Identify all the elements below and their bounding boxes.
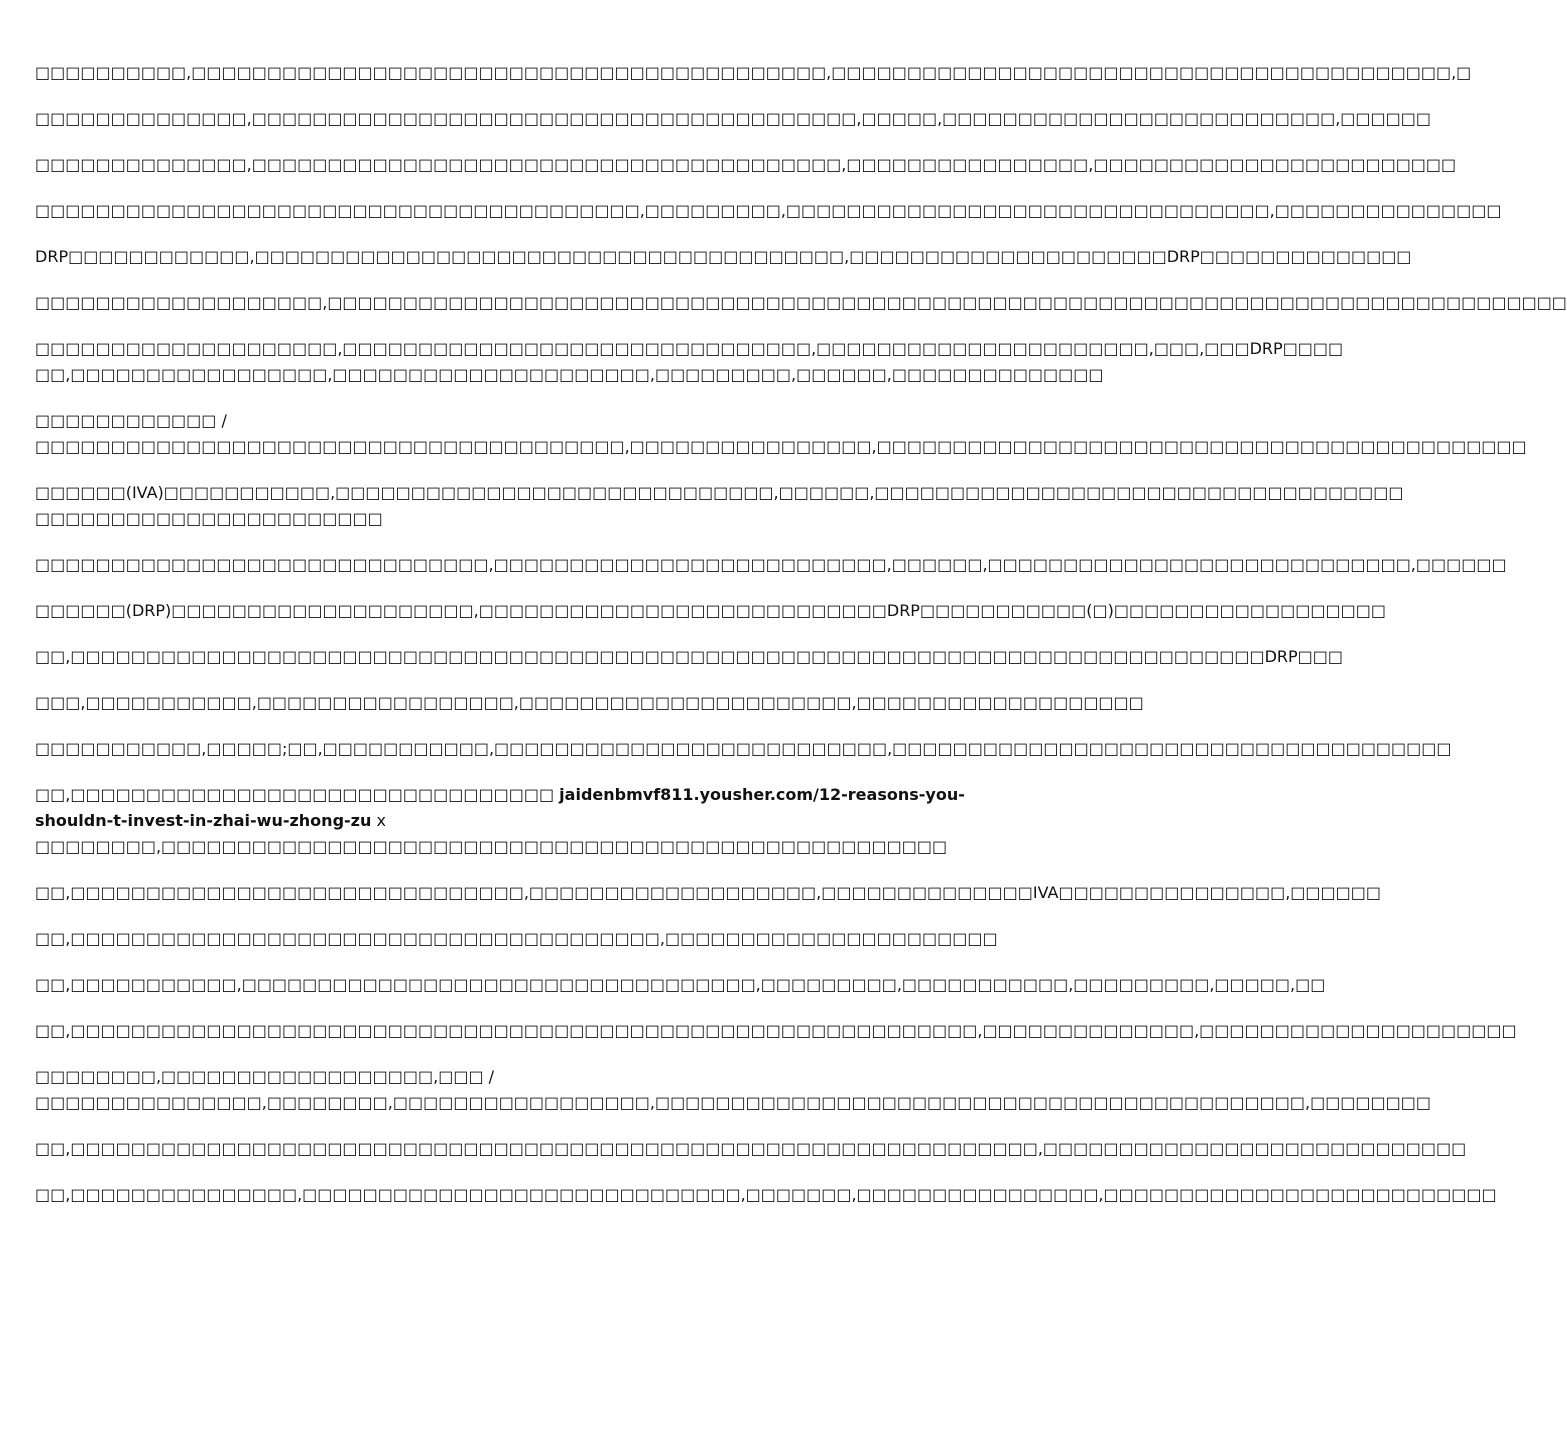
paragraph: □□□□□□(DRP)□□□□□□□□□□□□□□□□□□□□,□□□□□□□□□□□□□□□□□□□□□□□□□□□DRP□□□□□□□□□□□(□)□□□□□□□□□□□□□□□□□□ [35, 601, 1386, 620]
paragraph: □□□□□□□□□□□□ / □□□□□□□□□□□□□□□□□□□□□□□□□□□□□□□□□□□□□□□,□□□□□□□□□□□□□□□□,□□□□□□□□□□□□□□□□□□□□□□□□□□□□□□□□□□□□□□□□□□□ [35, 411, 1527, 456]
paragraph: □□□□□□□□□□□□□□□□□□□,□□□□□□□□□□□□□□□□□□□□□□□□□□□□□□□□□□□□□□□□□□□□□□□□□□□□□□□□□□□□□□□□□□□□□□□□□□□□□□□□□□ [35, 293, 1567, 312]
paragraph: □□,□□□□□□□□□□□□□□□□□□□□□□□□□□□□□□□□□□□□□□□,□□□□□□□□□□□□□□□□□□□□□□ [35, 929, 998, 948]
article-link[interactable]: jaidenbmvf811.yousher.com/12-reasons-you-shouldn-t-invest-in-zhai-wu-zhong-zu [35, 785, 965, 830]
paragraph: □□,□□□□□□□□□□□□□□□,□□□□□□□□□□□□□□□□□□□□□□□□□□□□□,□□□□□□□,□□□□□□□□□□□□□□□□,□□□□□□□□□□□□□□□□□□□□□□□□□□ [35, 1185, 1497, 1204]
paragraph: □□□□□□□□,□□□□□□□□□□□□□□□□□□,□□□ / □□□□□□□□□□□□□□□,□□□□□□□□,□□□□□□□□□□□□□□□□□,□□□□□□□□□□□□□□□□□□□□□□□□□□□□□□□□□□□□□□□□□□□,□□□□□□□□ [35, 1067, 1432, 1112]
paragraph: □□,□□□□□□□□□□□,□□□□□□□□□□□□□□□□□□□□□□□□□□□□□□□□□□,□□□□□□□□□,□□□□□□□□□□□,□□□□□□□□□,□□□□□,□□ [35, 975, 1326, 994]
paragraph-with-link: □□,□□□□□□□□□□□□□□□□□□□□□□□□□□□□□□□□ jaidenbmvf811.yousher.com/12-reasons-you-shouldn-t-invest-in-zhai-wu-zhong-zu x □□□□□□□□,□□□□□□□□□□□□□□□□□□□□□□□□□□□□□□□□□□□□□□□□□□□□□□□□□□□□ [35, 785, 965, 856]
paragraph: DRP□□□□□□□□□□□□,□□□□□□□□□□□□□□□□□□□□□□□□□□□□□□□□□□□□□□□,□□□□□□□□□□□□□□□□□□□□□DRP□□□□□□□□□□□□□□ [35, 247, 1412, 266]
paragraph: □□□,□□□□□□□□□□□,□□□□□□□□□□□□□□□□□,□□□□□□□□□□□□□□□□□□□□□□,□□□□□□□□□□□□□□□□□□□ [35, 693, 1144, 712]
paragraph: □□,□□□□□□□□□□□□□□□□□□□□□□□□□□□□□□,□□□□□□□□□□□□□□□□□□□,□□□□□□□□□□□□□□IVA□□□□□□□□□□□□□□□,□□□□□□ [35, 883, 1382, 902]
paragraph: □□□□□□□□□□□□□□,□□□□□□□□□□□□□□□□□□□□□□□□□□□□□□□□□□□□□□□□,□□□□□,□□□□□□□□□□□□□□□□□□□□□□□□□□,□□□□□□ [35, 109, 1432, 128]
document-body [35, 60, 1567, 1228]
paragraph: □□□□□□□□□□,□□□□□□□□□□□□□□□□□□□□□□□□□□□□□□□□□□□□□□□□□□,□□□□□□□□□□□□□□□□□□□□□□□□□□□□□□□□□□□□□□□□□,□ [35, 63, 1472, 82]
paragraph: □□□□□□(IVA)□□□□□□□□□□□,□□□□□□□□□□□□□□□□□□□□□□□□□□□□□,□□□□□□,□□□□□□□□□□□□□□□□□□□□□□□□□□□□□□□□□□□ □□□□□□□□□□□□□□□□□□□□□□□ [35, 483, 1404, 528]
paragraph: □□□□□□□□□□□□□□,□□□□□□□□□□□□□□□□□□□□□□□□□□□□□□□□□□□□□□□,□□□□□□□□□□□□□□□□,□□□□□□□□□□□□□□□□□□□□□□□□ [35, 155, 1457, 174]
paragraph: □□□□□□□□□□□,□□□□□;□□,□□□□□□□□□□□,□□□□□□□□□□□□□□□□□□□□□□□□□□,□□□□□□□□□□□□□□□□□□□□□□□□□□□□□□□□□□□□□ [35, 739, 1452, 758]
paragraph: □□,□□□□□□□□□□□□□□□□□□□□□□□□□□□□□□□□□□□□□□□□□□□□□□□□□□□□□□□□□□□□□□□□,□□□□□□□□□□□□□□□□□□□□□□□□□□□□ [35, 1139, 1467, 1158]
paragraph: □□,□□□□□□□□□□□□□□□□□□□□□□□□□□□□□□□□□□□□□□□□□□□□□□□□□□□□□□□□□□□□□□□□□□□□□□□□□□□□□□□DRP□□□ [35, 647, 1344, 666]
paragraph: □□□□□□□□□□□□□□□□□□□□□□□□□□□□□□,□□□□□□□□□□□□□□□□□□□□□□□□□□,□□□□□□,□□□□□□□□□□□□□□□□□□□□□□□□□□□□,□□□□□□ [35, 555, 1507, 574]
paragraph: □□□□□□□□□□□□□□□□□□□□,□□□□□□□□□□□□□□□□□□□□□□□□□□□□□□□,□□□□□□□□□□□□□□□□□□□□□□,□□□,□□□DRP□□□□ □□,□□□□□□□□□□□□□□□□□,□□□□□□□□□□□□□□□□□□□□□,□□□□□□□□□,□□□□□□,□□□□□□□□□□□□□□ [35, 339, 1344, 384]
paragraph: □□,□□□□□□□□□□□□□□□□□□□□□□□□□□□□□□□□□□□□□□□□□□□□□□□□□□□□□□□□□□□□,□□□□□□□□□□□□□□,□□□□□□□□□□□□□□□□□□□□□ [35, 1021, 1517, 1040]
paragraph: □□□□□□□□□□□□□□□□□□□□□□□□□□□□□□□□□□□□□□□□,□□□□□□□□□,□□□□□□□□□□□□□□□□□□□□□□□□□□□□□□□□,□□□□□□□□□□□□□□□ [35, 201, 1502, 220]
